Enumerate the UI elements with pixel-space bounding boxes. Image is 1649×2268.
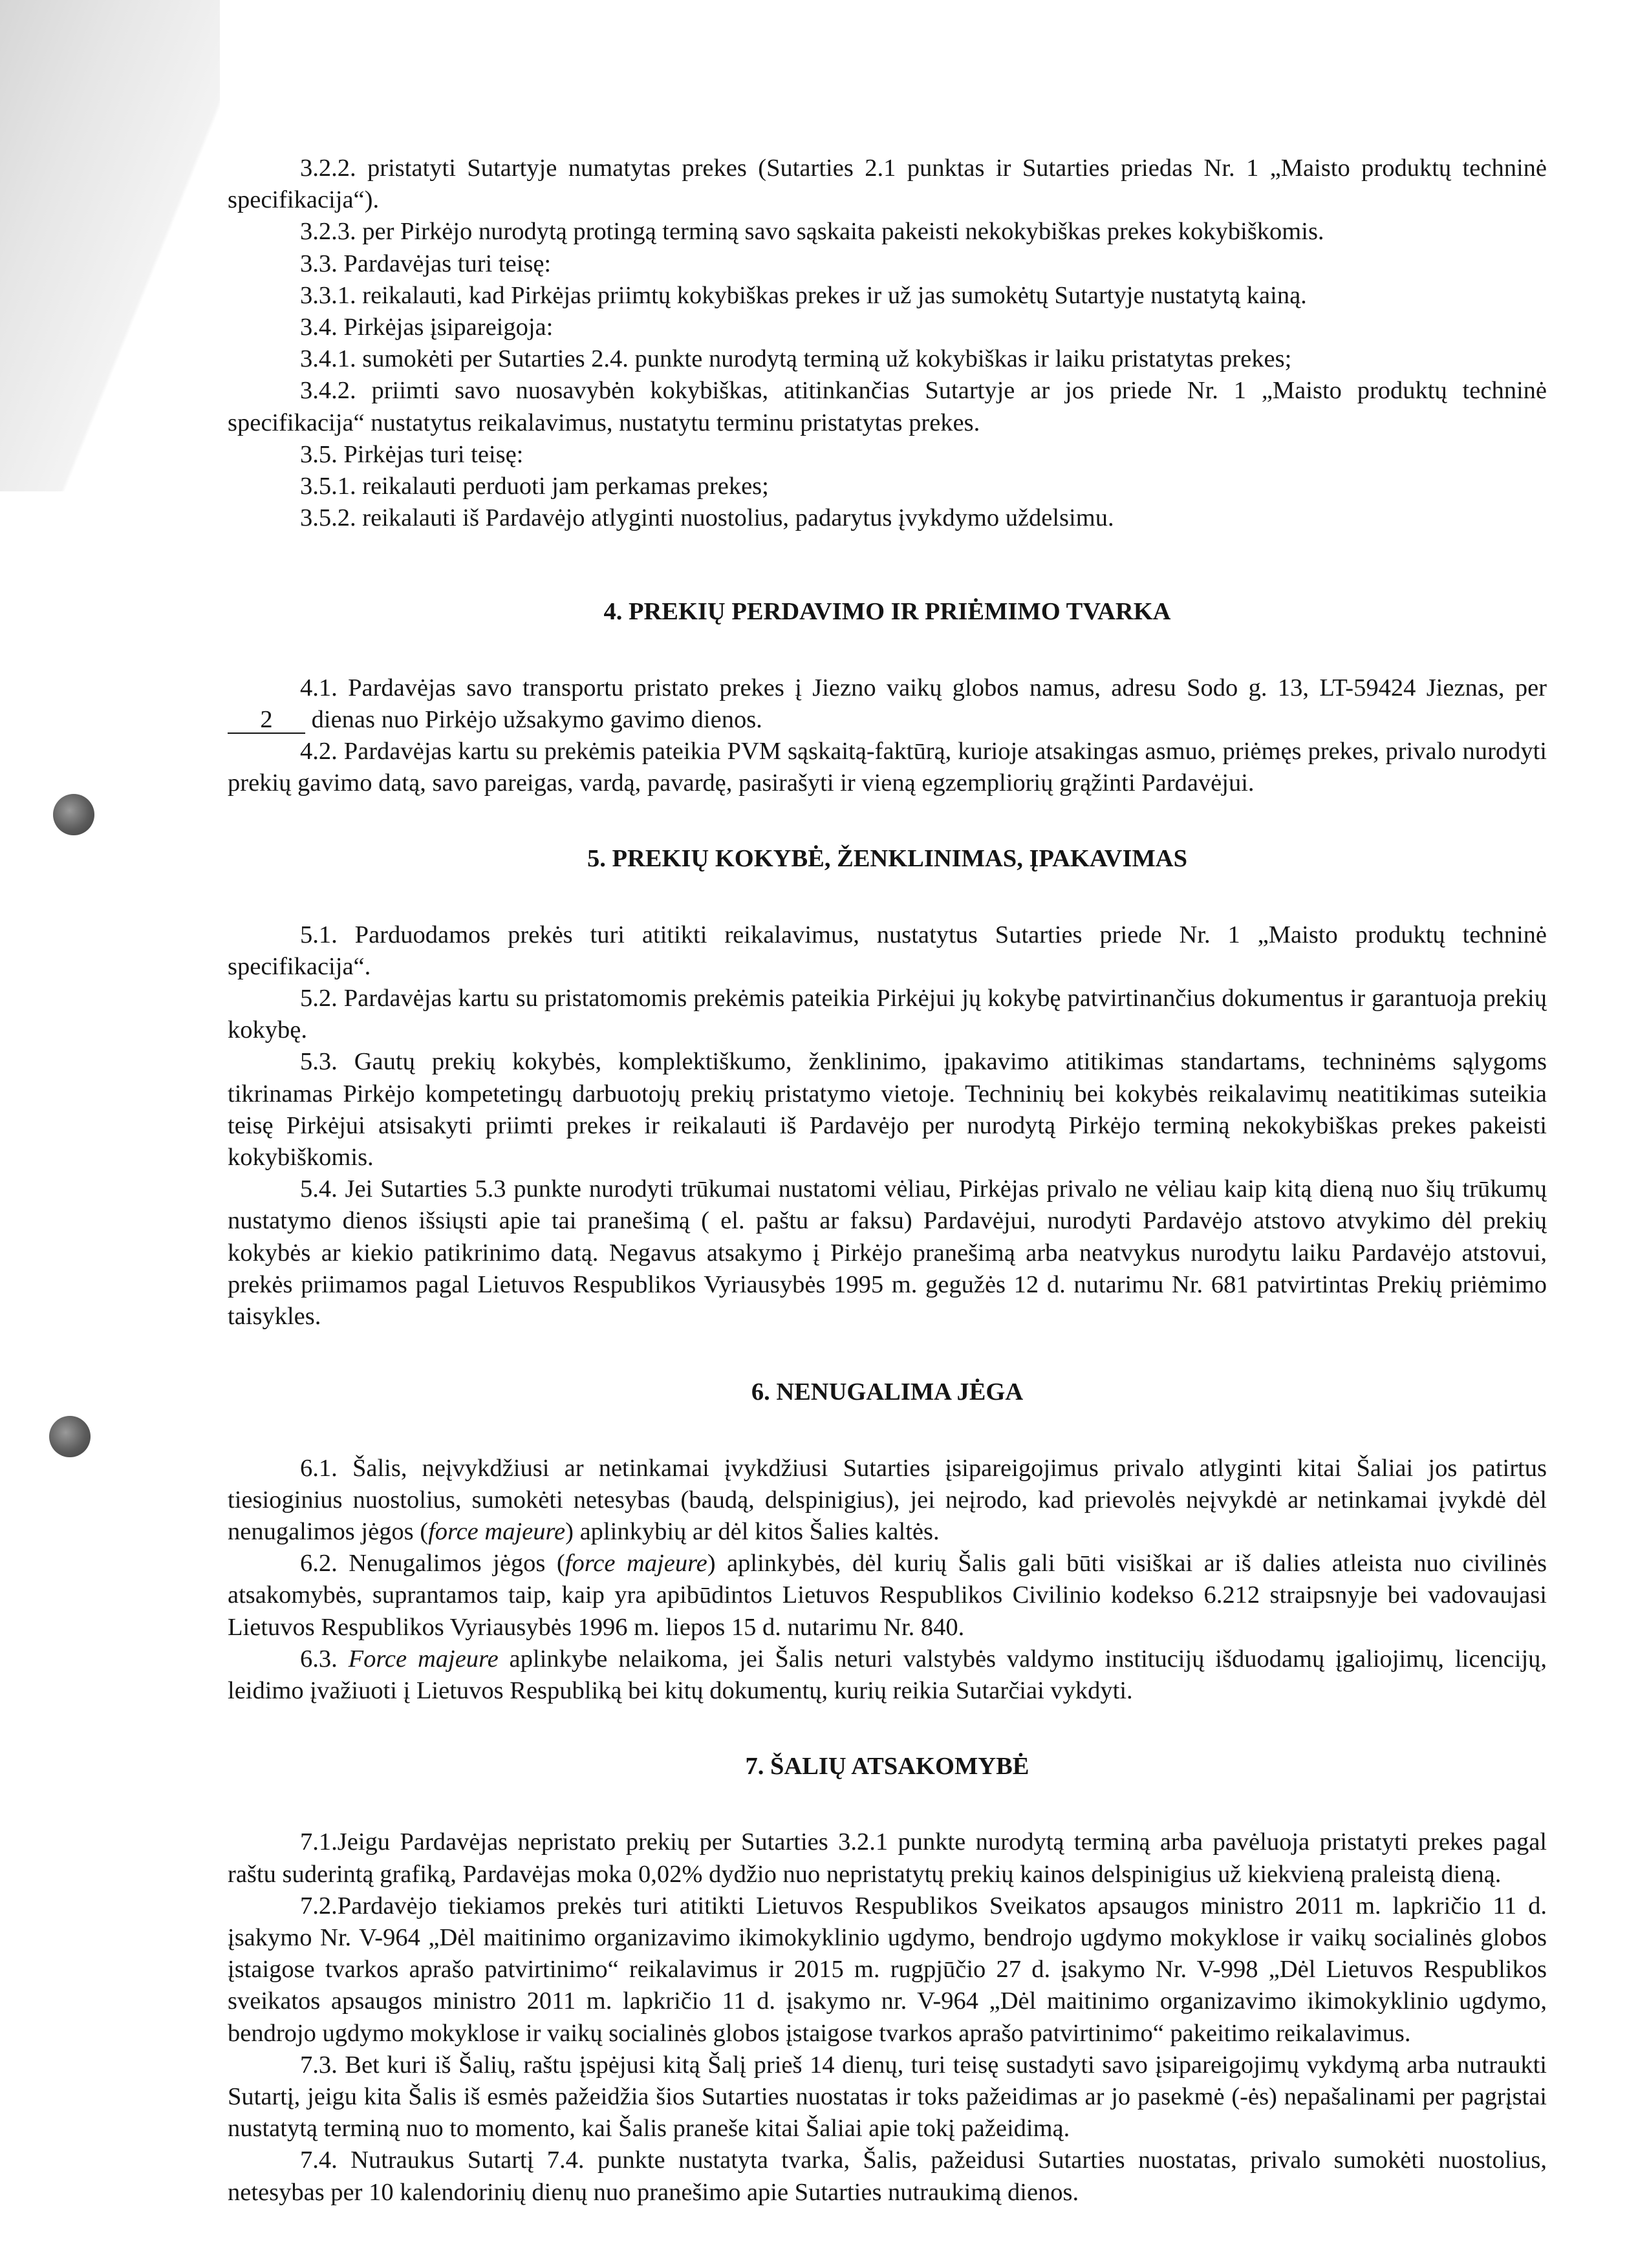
clause-6-3-number: 6.3. <box>300 1645 338 1673</box>
force-majeure-term: Force majeure <box>348 1645 499 1673</box>
clause-3-4: 3.4. Pirkėjas įsipareigoja: <box>300 314 554 341</box>
clause-5-4: 5.4. Jei Sutarties 5.3 punkte nurodyti trūkumai nustatomi vėliau, Pirkėjas privalo ne vėliau kaip kitą dieną nuo šių trūkumų nustatymo dienos išsiųsti apie tai pranešimą ( el. paštu ar faksu) Pardavėjui, nurodyti Pardavėjo atstovo atvykimo dėl prekių kokybės ar kiekio patikrinimo datą. Negavus atsakymo į Pirkėjo pranešimą arba neatvykus nurodytu laiku Pardavėjo atstovui, prekės priimamos pagal Lietuvos Respublikos Vyriausybės 1995 m. gegužės 12 d. nutarimu Nr. 681 patvirtintas Prekių priėmimo taisykles. <box>228 1175 1547 1331</box>
clause-3-3-1: 3.3.1. reikalauti, kad Pirkėjas priimtų kokybiškas prekes ir už jas sumokėtų Sutartyje nustatytą kainą. <box>300 281 1307 309</box>
clause-3-4-2: 3.4.2. priimti savo nuosavybėn kokybiškas, atitinkančias Sutartyje ar jos priede Nr. 1 „Maisto produktų techninė specifikacija“ nustatytus reikalavimus, nustatytu terminu pristatytas prekes. <box>228 377 1547 436</box>
delivery-days-blank: 2 <box>228 707 305 734</box>
clause-6-3 <box>228 1643 1547 1707</box>
clause-6-1-text-end: ) aplinkybių ar dėl kitos Šalies kaltės. <box>565 1517 940 1545</box>
clause-4-1-text: 4.1. Pardavėjas savo transportu pristato prekes į Jiezno vaikų globos namus, adresu Sodo g. 13, LT-59424 Jieznas, per <box>300 674 1547 701</box>
section-6-heading: 6. NENUGALIMA JĖGA <box>751 1378 1024 1406</box>
scan-edge-shadow <box>0 0 220 491</box>
clause-3-3: 3.3. Pardavėjas turi teisę: <box>300 250 552 277</box>
clause-6-2-text: 6.2. Nenugalimos jėgos ( <box>300 1550 565 1578</box>
clause-7-2: 7.2.Pardavėjo tiekiamos prekės turi atitikti Lietuvos Respublikos Sveikatos apsaugos ministro 2011 m. lapkričio 11 d. įsakymo Nr. V-964 „Dėl maitinimo organizavimo ikimokyklinio ugdymo, bendrojo ugdymo mokyklose ir vaikų socialinės globos įstaigose tvarkos aprašo patvirtinimo“ reikalavimus ir 2015 m. rugpjūčio 27 d. įsakymo Nr. V-998 „Dėl Lietuvos Respublikos sveikatos apsaugos ministro 2011 m. lapkričio 11 d. įsakymo nr. V-964 „Dėl maitinimo organizavimo ikimokyklinio ugdymo, bendrojo ugdymo mokyklose ir vaikų socialinės globos įstaigose tvarkos aprašo patvirtinimo“ pakeitimo reikalavimus. <box>228 1892 1547 2047</box>
clause-3-4-1: 3.4.1. sumokėti per Sutarties 2.4. punkte nurodytą terminą už kokybiškas ir laiku pristatytas prekes; <box>300 345 1292 373</box>
clause-6-2-text-end: ) aplinkybės, dėl kurių Šalis gali būti visiškai ar iš dalies atleista nuo civilinės atsakomybės, suprantamos taip, kaip yra apibūdintos Lietuvos Respublikos Civilinio kodekso 6.212 straipsnyje bei vadovaujasi Lietuvos Respublikos Vyriausybės 1996 m. liepos 15 d. nutarimu Nr. 840. <box>228 1550 1547 1641</box>
clause-3-5-2: 3.5.2. reikalauti iš Pardavėjo atlyginti nuostolius, padarytus įvykdymo uždelsimu. <box>300 504 1114 532</box>
force-majeure-term: force majeure <box>428 1517 566 1545</box>
clause-3-2-3: 3.2.3. per Pirkėjo nurodytą protingą terminą savo sąskaita pakeisti nekokybiškas prekes kokybiškomis. <box>300 218 1324 246</box>
clause-3-2-2: 3.2.2. pristatyti Sutartyje numatytas prekes (Sutarties 2.1 punktas ir Sutarties priedas Nr. 1 „Maisto produktų techninė specifikacija“). <box>228 155 1547 214</box>
clause-5-1: 5.1. Parduodamos prekės turi atitikti reikalavimus, nustatytus Sutarties priede Nr. 1 „Maisto produktų techninė specifikacija“. <box>228 921 1547 980</box>
section-4-heading: 4. PREKIŲ PERDAVIMO IR PRIĖMIMO TVARKA <box>603 598 1171 626</box>
clause-4-1 <box>228 672 1547 736</box>
document-page <box>228 153 1547 2209</box>
clause-6-3-text: aplinkybe nelaikoma, jei Šalis neturi valstybės valdymo institucijų išduodamų įgaliojimų, licencijų, leidimo įvažiuoti į Lietuvos Respubliką bei kitų dokumentų, kurių reikia Sutarčiai vykdyti. <box>228 1645 1547 1704</box>
clause-6-1-text: 6.1. Šalis, neįvykdžiusi ar netinkamai įvykdžiusi Sutarties įsipareigojimus privalo atlyginti kitai Šaliai jos patirtus tiesioginius nuostolius, sumokėti netesybas (baudą, delspinigius), jei neįrodo, kad prievolės neįvykdė ar netinkamai įvykdė dėl nenugalimos jėgos ( <box>228 1454 1547 1545</box>
clause-4-2: 4.2. Pardavėjas kartu su prekėmis pateikia PVM sąskaitą-faktūrą, kurioje atsakingas asmuo, priėmęs prekes, privalo nurodyti prekių gavimo datą, savo pareigas, vardą, pavardę, pasirašyti ir vieną egzempliorių grąžinti Pardavėjui. <box>228 738 1547 797</box>
clause-7-1: 7.1.Jeigu Pardavėjas nepristato prekių per Sutarties 3.2.1 punkte nurodytą terminą arba pavėluoja pristatyti prekes pagal raštu suderintą grafiką, Pardavėjas moka 0,02% dydžio nuo nepristatytų prekių kainos delspinigius už kiekvieną praleistą dieną. <box>228 1828 1547 1888</box>
section-5-heading: 5. PREKIŲ KOKYBĖ, ŽENKLINIMAS, ĮPAKAVIMAS <box>587 845 1188 873</box>
clause-3-5-1: 3.5.1. reikalauti perduoti jam perkamas prekes; <box>300 473 769 500</box>
clause-3-5: 3.5. Pirkėjas turi teisę: <box>300 440 524 468</box>
clause-5-2: 5.2. Pardavėjas kartu su pristatomomis prekėmis pateikia Pirkėjui jų kokybę patvirtinančius dokumentus ir garantuoja prekių kokybę. <box>228 985 1547 1044</box>
clause-7-4: 7.4. Nutraukus Sutartį 7.4. punkte nustatyta tvarka, Šalis, pažeidusi Sutarties nuostatas, privalo sumokėti nuostolius, netesybas per 10 kalendorinių dienų nuo pranešimo apie Sutarties nutraukimą dienos. <box>228 2146 1547 2206</box>
clause-7-3: 7.3. Bet kuri iš Šalių, raštu įspėjusi kitą Šalį prieš 14 dienų, turi teisę sustadyti savo įsipareigojimų vykdymą arba nutraukti Sutartį, jeigu kita Šalis iš esmės pažeidžia šios Sutarties nuostatas ir toks pažeidimas ar jo pasekmė (-ės) nepašalinami per pagrįstai nustatytą terminą nuo to momento, kai Šalis praneše kitai Šaliai apie tokį pažeidimą. <box>228 2051 1547 2143</box>
clause-6-1 <box>228 1453 1547 1548</box>
section-7-heading: 7. ŠALIŲ ATSAKOMYBĖ <box>745 1753 1029 1781</box>
punch-hole <box>49 1416 91 1457</box>
clause-6-2 <box>228 1548 1547 1643</box>
punch-hole <box>53 794 94 835</box>
clause-5-3: 5.3. Gautų prekių kokybės, komplektiškumo, ženklinimo, įpakavimo atitikimas standartams, techninėms sąlygoms tikrinamas Pirkėjo kompetetingų darbuotojų prekių pristatymo vietoje. Techninių bei kokybės reikalavimų neatitikimas suteikia teisę Pirkėjui atsisakyti priimti prekes ir reikalauti iš Pardavėjo per nurodytą Pirkėjo terminą nekokybiškas prekes pakeisti kokybiškomis. <box>228 1048 1547 1171</box>
force-majeure-term: force majeure <box>565 1550 707 1578</box>
clause-4-1-text-end: dienas nuo Pirkėjo užsakymo gavimo dienos. <box>311 705 762 733</box>
